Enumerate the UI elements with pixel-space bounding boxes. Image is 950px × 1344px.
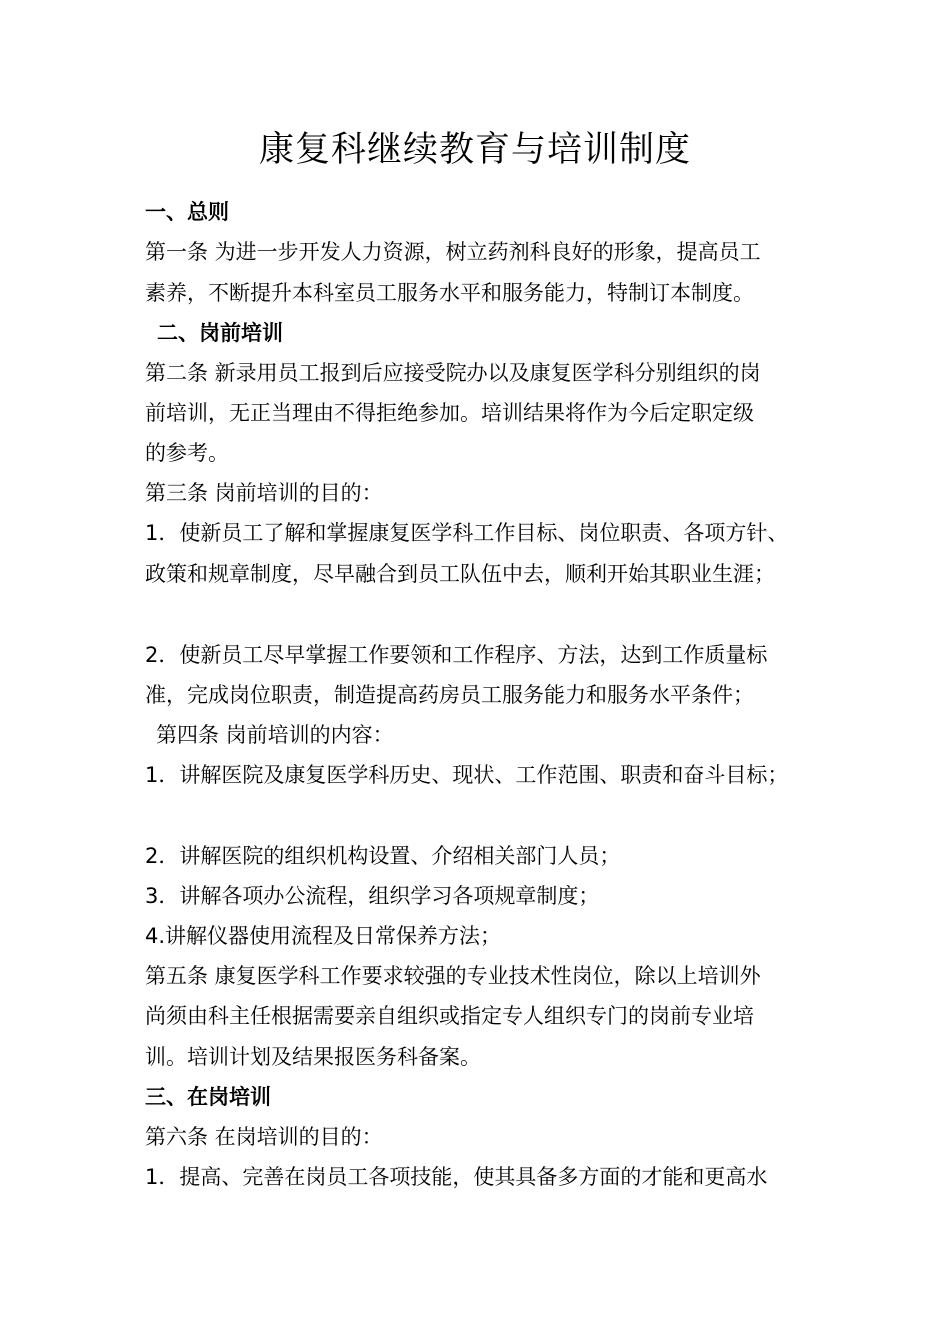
document-title: 康复科继续教育与培训制度	[258, 130, 691, 170]
list-item-line: 1．讲解医院及康复医学科历史、现状、工作范围、职责和奋斗目标；	[145, 763, 789, 787]
paragraph-line: 第五条 康复医学科工作要求较强的专业技术性岗位，除以上培训外	[145, 964, 761, 988]
paragraph-line: 第一条 为进一步开发人力资源，树立药剂科良好的形象，提高员工	[145, 240, 761, 264]
paragraph-line: 第三条 岗前培训的目的：	[145, 481, 383, 505]
list-item-line: 3．讲解各项办公流程，组织学习各项规章制度；	[145, 884, 600, 908]
list-item-line: 4.讲解仪器使用流程及日常保养方法；	[145, 924, 502, 948]
list-item-line: 1．使新员工了解和掌握康复医学科工作目标、岗位职责、各项方针、	[145, 521, 789, 545]
paragraph-line: 训。培训计划及结果报医务科备案。	[145, 1045, 481, 1069]
list-item-line: 2．使新员工尽早掌握工作要领和工作程序、方法，达到工作质量标	[145, 643, 768, 667]
paragraph-line: 第二条 新录用员工报到后应接受院办以及康复医学科分别组织的岗	[145, 361, 761, 385]
list-item-line: 1．提高、完善在岗员工各项技能，使其具备多方面的才能和更高水	[145, 1165, 768, 1189]
paragraph-line: 素养，不断提升本科室员工服务水平和服务能力，特制订本制度。	[145, 281, 754, 305]
paragraph-line: 前培训，无正当理由不得拒绝参加。培训结果将作为今后定职定级	[145, 401, 754, 425]
paragraph-line: 第四条 岗前培训的内容：	[156, 723, 394, 747]
list-item-line: 2．讲解医院的组织机构设置、介绍相关部门人员；	[145, 844, 621, 868]
section-heading-pre-job-training: 二、岗前培训	[157, 321, 283, 345]
paragraph-line: 的参考。	[145, 441, 229, 465]
list-item-line: 准，完成岗位职责，制造提高药房员工服务能力和服务水平条件；	[145, 683, 754, 707]
section-heading-general: 一、总则	[145, 200, 229, 224]
section-heading-on-job-training: 三、在岗培训	[145, 1085, 271, 1109]
list-item-line: 政策和规章制度，尽早融合到员工队伍中去，顺利开始其职业生涯；	[145, 562, 775, 586]
paragraph-line: 尚须由科主任根据需要亲自组织或指定专人组织专门的岗前专业培	[145, 1004, 754, 1028]
paragraph-line: 第六条 在岗培训的目的：	[145, 1125, 383, 1149]
